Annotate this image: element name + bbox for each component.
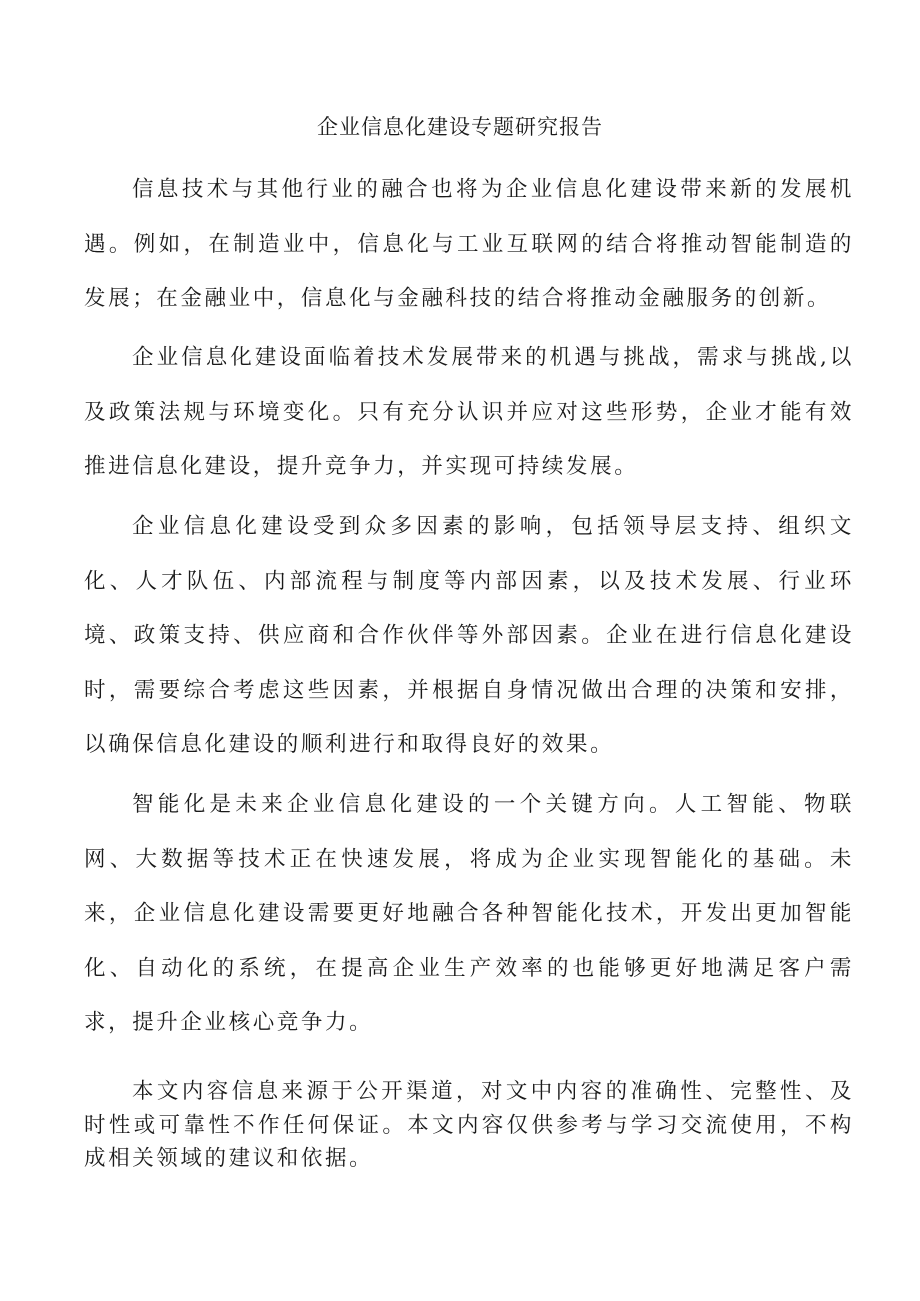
body-paragraph-4: 智能化是未来企业信息化建设的一个关键方向。人工智能、物联网、大数据等技术正在快速发展，将成为企业实现智能化的基础。未来，企业信息化建设需要更好地融合各种智能化技术，开发出更加智能化、自动化的系统，在提高企业生产效率的也能够更好地满足客户需求，提升企业核心竞争力。 [84, 792, 854, 1035]
disclaimer-paragraph: 本文内容信息来源于公开渠道，对文中内容的准确性、完整性、及时性或可靠性不作任何保证。本文内容仅供参考与学习交流使用，不构成相关领域的建议和依据。 [84, 1079, 854, 1171]
body-paragraph-3: 企业信息化建设受到众多因素的影响，包括领导层支持、组织文化、人才队伍、内部流程与制度等内部因素，以及技术发展、行业环境、政策支持、供应商和合作伙伴等外部因素。企业在进行信息化建设时，需要综合考虑这些因素，并根据自身情况做出合理的决策和安排，以确保信息化建设的顺利进行和取得良好的效果。 [84, 514, 854, 757]
document-title: 企业信息化建设专题研究报告 [317, 115, 603, 139]
body-paragraph-1: 信息技术与其他行业的融合也将为企业信息化建设带来新的发展机遇。例如，在制造业中，信息化与工业互联网的结合将推动智能制造的发展；在金融业中，信息化与金融科技的结合将推动金融服务的创新。 [84, 177, 854, 311]
body-paragraph-2: 企业信息化建设面临着技术发展带来的机遇与挑战，需求与挑战,以及政策法规与环境变化。只有充分认识并应对这些形势，企业才能有效推进信息化建设，提升竞争力，并实现可持续发展。 [84, 345, 854, 479]
